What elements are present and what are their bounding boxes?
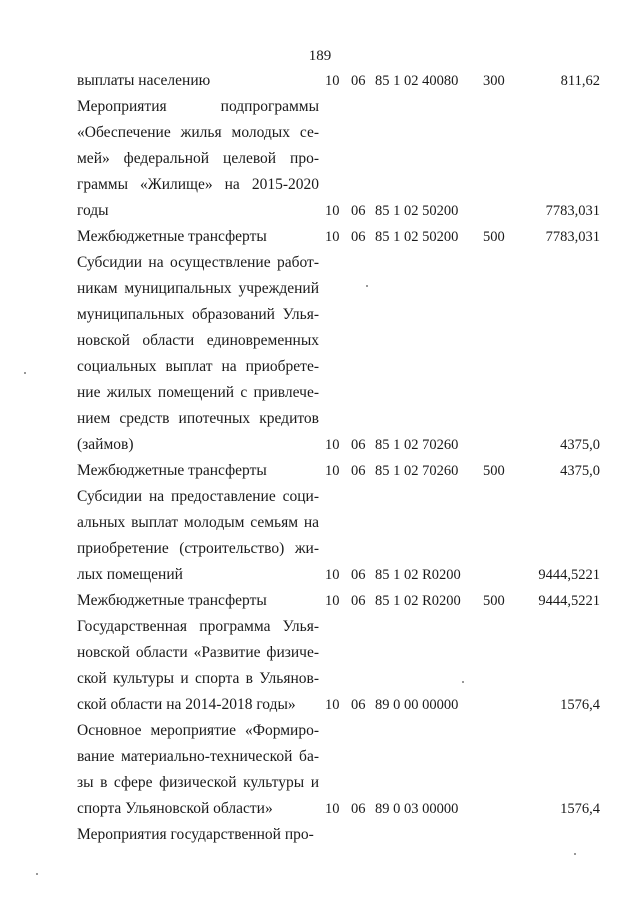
row-text-line: социальных выплат на приобрете- bbox=[77, 358, 319, 375]
row-text-line: Межбюджетные трансферты bbox=[77, 462, 267, 479]
row-text-line: Основное мероприятие «Формиро- bbox=[77, 722, 319, 739]
target-article-code: 85 1 02 R0200 bbox=[375, 593, 461, 609]
scan-speck bbox=[574, 853, 576, 855]
row-text-line: ской области на 2014-2018 годы» bbox=[77, 696, 296, 713]
amount: 4375,0 bbox=[560, 437, 600, 453]
subsection-code: 06 bbox=[351, 463, 366, 479]
row-text-line: вание материально-технической ба- bbox=[77, 748, 319, 765]
section-code: 10 bbox=[325, 229, 340, 245]
expense-type-code: 500 bbox=[483, 229, 505, 245]
row-text-line: нием средств ипотечных кредитов bbox=[77, 410, 319, 427]
row-text-line: ской культуры и спорта в Ульянов- bbox=[77, 670, 319, 687]
subsection-code: 06 bbox=[351, 229, 366, 245]
target-article-code: 89 0 00 00000 bbox=[375, 697, 459, 713]
section-code: 10 bbox=[325, 73, 340, 89]
target-article-code: 85 1 02 50200 bbox=[375, 229, 459, 245]
row-text-line: Мероприятия подпрограммы bbox=[77, 98, 319, 115]
subsection-code: 06 bbox=[351, 801, 366, 817]
section-code: 10 bbox=[325, 593, 340, 609]
target-article-code: 85 1 02 70260 bbox=[375, 463, 459, 479]
subsection-code: 06 bbox=[351, 437, 366, 453]
subsection-code: 06 bbox=[351, 697, 366, 713]
expense-type-code: 500 bbox=[483, 593, 505, 609]
scan-speck bbox=[366, 285, 368, 287]
section-code: 10 bbox=[325, 437, 340, 453]
classification-codes bbox=[325, 565, 483, 585]
row-text-line: Государственная программа Улья- bbox=[77, 618, 319, 635]
row-text-line: приобретение (строительство) жи- bbox=[77, 540, 319, 557]
row-text-line: мей» федеральной целевой про- bbox=[77, 150, 319, 167]
expense-type-code: 500 bbox=[483, 463, 505, 479]
amount: 1576,4 bbox=[560, 697, 600, 713]
scan-speck bbox=[36, 873, 38, 875]
amount: 4375,0 bbox=[560, 463, 600, 479]
scan-speck bbox=[24, 372, 26, 374]
subsection-code: 06 bbox=[351, 567, 366, 583]
classification-codes bbox=[325, 695, 483, 715]
subsection-code: 06 bbox=[351, 73, 366, 89]
row-text-line: альных выплат молодым семьям на bbox=[77, 514, 319, 531]
section-code: 10 bbox=[325, 697, 340, 713]
section-code: 10 bbox=[325, 463, 340, 479]
target-article-code: 85 1 02 40080 bbox=[375, 73, 459, 89]
row-text-line: Субсидии на осуществление работ- bbox=[77, 254, 319, 271]
page-number: 189 bbox=[308, 48, 332, 64]
row-text-line: Субсидии на предоставление соци- bbox=[77, 488, 319, 505]
row-text-line: Мероприятия государственной про- bbox=[77, 826, 314, 843]
row-text-line: Межбюджетные трансферты bbox=[77, 592, 267, 609]
section-code: 10 bbox=[325, 801, 340, 817]
row-text-line: новской области единовременных bbox=[77, 332, 319, 349]
row-text-line: годы bbox=[77, 202, 109, 219]
section-code: 10 bbox=[325, 203, 340, 219]
row-text-line: никам муниципальных учреждений bbox=[77, 280, 319, 297]
target-article-code: 85 1 02 70260 bbox=[375, 437, 459, 453]
row-text-line: спорта Ульяновской области» bbox=[77, 800, 273, 817]
expense-type-code: 300 bbox=[483, 73, 505, 89]
row-text-line: ние жилых помещений с привлече- bbox=[77, 384, 319, 401]
target-article-code: 89 0 03 00000 bbox=[375, 801, 459, 817]
scan-speck bbox=[462, 681, 464, 683]
classification-codes bbox=[325, 227, 505, 247]
classification-codes bbox=[325, 461, 505, 481]
classification-codes bbox=[325, 435, 483, 455]
amount: 1576,4 bbox=[560, 801, 600, 817]
row-text-line: «Обеспечение жилья молодых се- bbox=[77, 124, 319, 141]
subsection-code: 06 bbox=[351, 593, 366, 609]
amount: 811,62 bbox=[560, 73, 600, 89]
classification-codes bbox=[325, 591, 505, 611]
amount: 9444,5221 bbox=[538, 567, 600, 583]
subsection-code: 06 bbox=[351, 203, 366, 219]
row-text-line: Межбюджетные трансферты bbox=[77, 228, 267, 245]
row-text-line: (займов) bbox=[77, 436, 134, 453]
row-text-line: новской области «Развитие физиче- bbox=[77, 644, 319, 661]
row-text-line: зы в сфере физической культуры и bbox=[77, 774, 319, 791]
section-code: 10 bbox=[325, 567, 340, 583]
row-text-line: выплаты населению bbox=[77, 72, 211, 89]
row-text-line: граммы «Жилище» на 2015-2020 bbox=[77, 176, 319, 193]
target-article-code: 85 1 02 R0200 bbox=[375, 567, 461, 583]
classification-codes bbox=[325, 201, 483, 221]
row-text-line: лых помещений bbox=[77, 566, 183, 583]
classification-codes bbox=[325, 71, 505, 91]
row-text-line: муниципальных образований Улья- bbox=[77, 306, 319, 323]
target-article-code: 85 1 02 50200 bbox=[375, 203, 459, 219]
amount: 7783,031 bbox=[545, 203, 600, 219]
amount: 9444,5221 bbox=[538, 593, 600, 609]
classification-codes bbox=[325, 799, 483, 819]
amount: 7783,031 bbox=[545, 229, 600, 245]
